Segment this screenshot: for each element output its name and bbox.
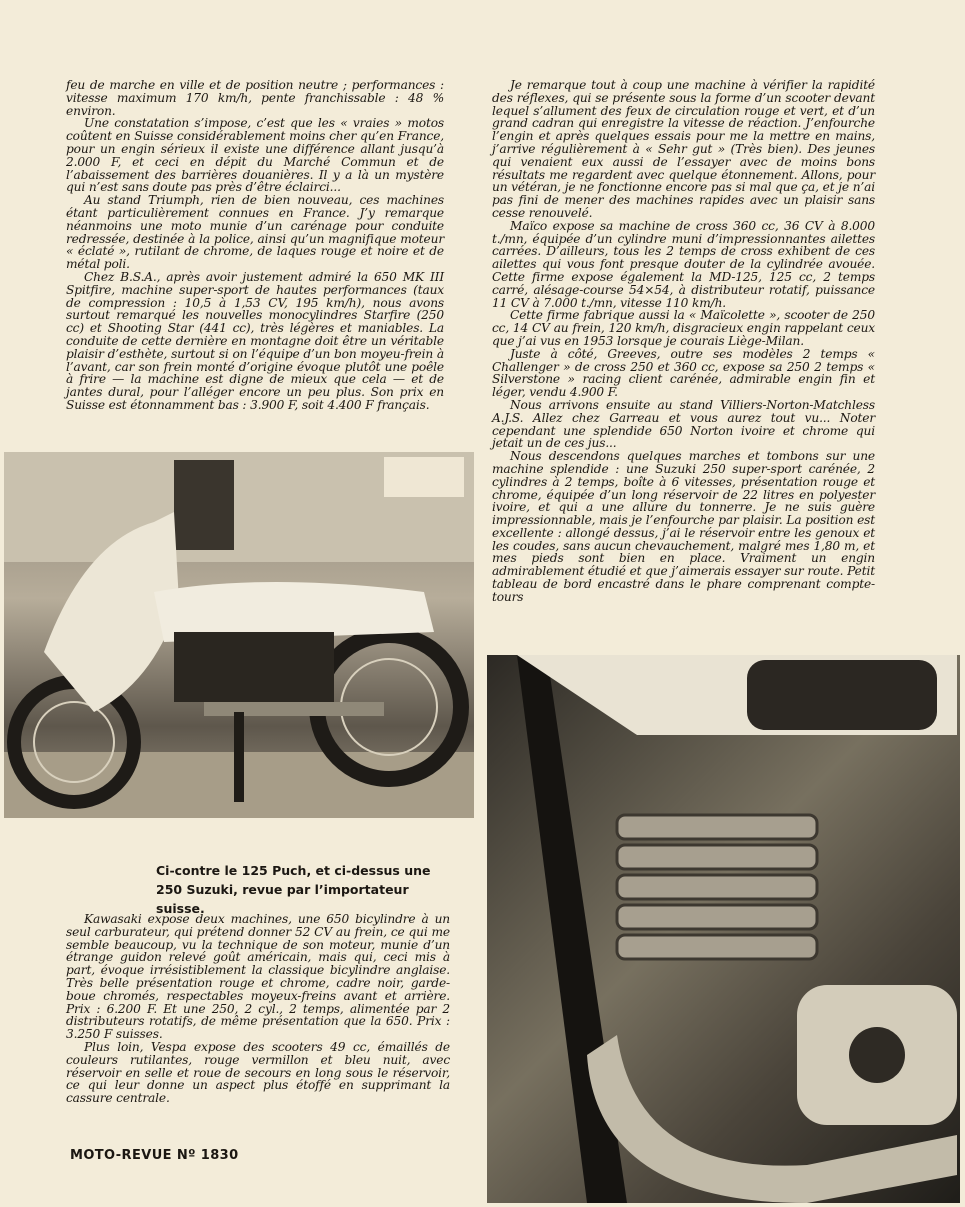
paragraph: Chez B.S.A., après avoir justement admiré la 650 MK III Spitfire, machine super-sport de hautes performances (taux de compression : 10,5 à 1,53 CV, 195 km/h), nous avons surtout remarqué les nouvelles monocylindres Starfire (250 cc) et Shooting Star (441 cc), très légères et maniables. La conduite de cette dernière en montagne doit être un véritable plaisir d’esthète, surtout si on l’équipe d’un bon moyeu-frein à l’avant, car son frein monté d’origine évoque plutôt une poêle à frire — la machine est digne de mieux que cela — et de jantes dural, pour l’alléger encore un peu plus. Son prix en Suisse est étonnamment bas : 3.900 F, soit 4.400 F français. <box>66 269 444 412</box>
paragraph: Kawasaki expose deux machines, une 650 bicylindre à un seul carburateur, qui prétend donner 52 CV au frein, ce qui me semble beaucoup, vu la technique de son moteur, munie d’un étrange guidon relevé goût américain, mais qui, ceci mis à part, évoque irrésistiblement la classique bicylindre anglaise. Très belle présentation rouge et chrome, cadre noir, garde-boue chromés, respectables moyeux-freins avant et arrière. Prix : 6.200 F. Et une 250, 2 cyl., 2 temps, alimentée par 2 distributeurs rotatifs, de même présentation que la 650. Prix : 3.250 F suisses. <box>66 912 450 1042</box>
paragraph: Nous arrivons ensuite au stand Villiers-Norton-Matchless A.J.S. Allez chez Garreau et vous aurez tout vu... Noter cependant une splendide 650 Norton ivoire et chrome qui jetait un de ces jus... <box>492 397 875 451</box>
paragraph: Cette firme fabrique aussi la « Maïcolette », scooter de 250 cc, 14 CV au frein, 120 km/h, disgracieux engin rappelant ceux que j’ai vus en 1953 lorsque je courais Liège-Milan. <box>492 308 875 348</box>
paragraph: Maïco expose sa machine de cross 360 cc, 36 CV à 8.000 t./mn, équipée d’un cylindre muni d’impressionnantes ailettes carrées. D’ailleurs, tous les 2 temps de cross exhibent de ces ailettes qui vous font presque douter de la cylindrée avouée. Cette firme expose également la MD-125, 125 cc, 2 temps carré, alésage-course 54×54, à distributeur rotatif, puissance 11 CV à 7.000 t./mn, vitesse 110 km/h. <box>492 218 875 310</box>
paragraph: Au stand Triumph, rien de bien nouveau, ces machines étant particulièrement connues en France. J’y remarque néanmoins une moto munie d’un carénage pour conduite redressée, destinée à la police, ainsi qu’un magnifique moteur « éclaté », rutilant de chrome, de laques rouge et noire et de métal poli. <box>66 193 444 272</box>
photo-caption: Ci-contre le 125 Puch, et ci-dessus une 250 Suzuki, revue par l’importateur suisse. <box>156 863 431 916</box>
paragraph: Je remarque tout à coup une machine à vérifier la rapidité des réflexes, qui se présente sous la forme d’un scooter devant lequel s’allument des feux de circulation rouge et vert, et d’un grand cadran qui enregistre la vitesse de réaction. J’enfourche l’engin et après quelques essais pour me la mettre en mains, j’arrive régulièrement à « Sehr gut » (Très bien). Des jeunes qui venaient eux aussi de l’essayer avec de moins bons résultats me regardent avec quelque étonnement. Allons, pour un vétéran, je ne fonctionne encore pas si mal que ça, et je n’ai pas fini de mener des machines rapides avec un plaisir sans cesse renouvelé. <box>492 78 875 220</box>
paragraph: Juste à côté, Greeves, outre ses modèles 2 temps « Challenger » de cross 250 et 360 cc, expose sa 250 2 temps « Silverstone » racing client carénée, admirable engin fin et léger, vendu 4.900 F. <box>492 346 875 400</box>
paragraph: feu de marche en ville et de position neutre ; performances : vitesse maximum 170 km/h, pente franchissable : 48 % environ. <box>66 78 444 118</box>
paragraph: Une constatation s’impose, c’est que les « vraies » motos coûtent en Suisse considérablement moins cher qu’en France, pour un engin sérieux il existe une différence allant jusqu’à 2.000 F, et ceci en dépit du Marché Commun et de l’abaissement des barrières douanières. Il y a là un mystère qui n’est sans doute pas près d’être éclairci... <box>66 116 444 195</box>
puch-engine-photo <box>487 655 960 1203</box>
magazine-footer: MOTO-REVUE Nº 1830 <box>70 1148 239 1163</box>
paragraph: Plus loin, Vespa expose des scooters 49 cc, émaillés de couleurs rutilantes, rouge vermillon et bleu nuit, avec réservoir en selle et roue de secours en long sous le réservoir, ce qui leur donne un aspect plus étoffé en supprimant la cassure centrale. <box>66 1039 450 1106</box>
suzuki-motorcycle-photo <box>4 452 474 818</box>
article-column-top-left <box>66 79 444 412</box>
article-column-bottom-left <box>66 913 450 1105</box>
article-column-right <box>492 79 875 604</box>
paragraph: Nous descendons quelques marches et tombons sur une machine splendide : une Suzuki 250 super-sport carénée, 2 cylindres à 2 temps, boîte à 6 vitesses, présentation rouge et chrome, équipée d’un long réservoir de 22 litres en polyester ivoire, et qui a une allure du tonnerre. Je ne suis guère impressionnable, mais je l’enfourche par plaisir. La position est excellente : allongé dessus, j’ai le réservoir entre les genoux et les coudes, sans aucun chevauchement, malgré mes 1,80 m, et mes pieds sont bien en place. Vraiment un engin admirablement étudié et que j’aimerais essayer sur route. Petit tableau de bord encastré dans le phare comprenant compte-tours <box>492 449 875 604</box>
